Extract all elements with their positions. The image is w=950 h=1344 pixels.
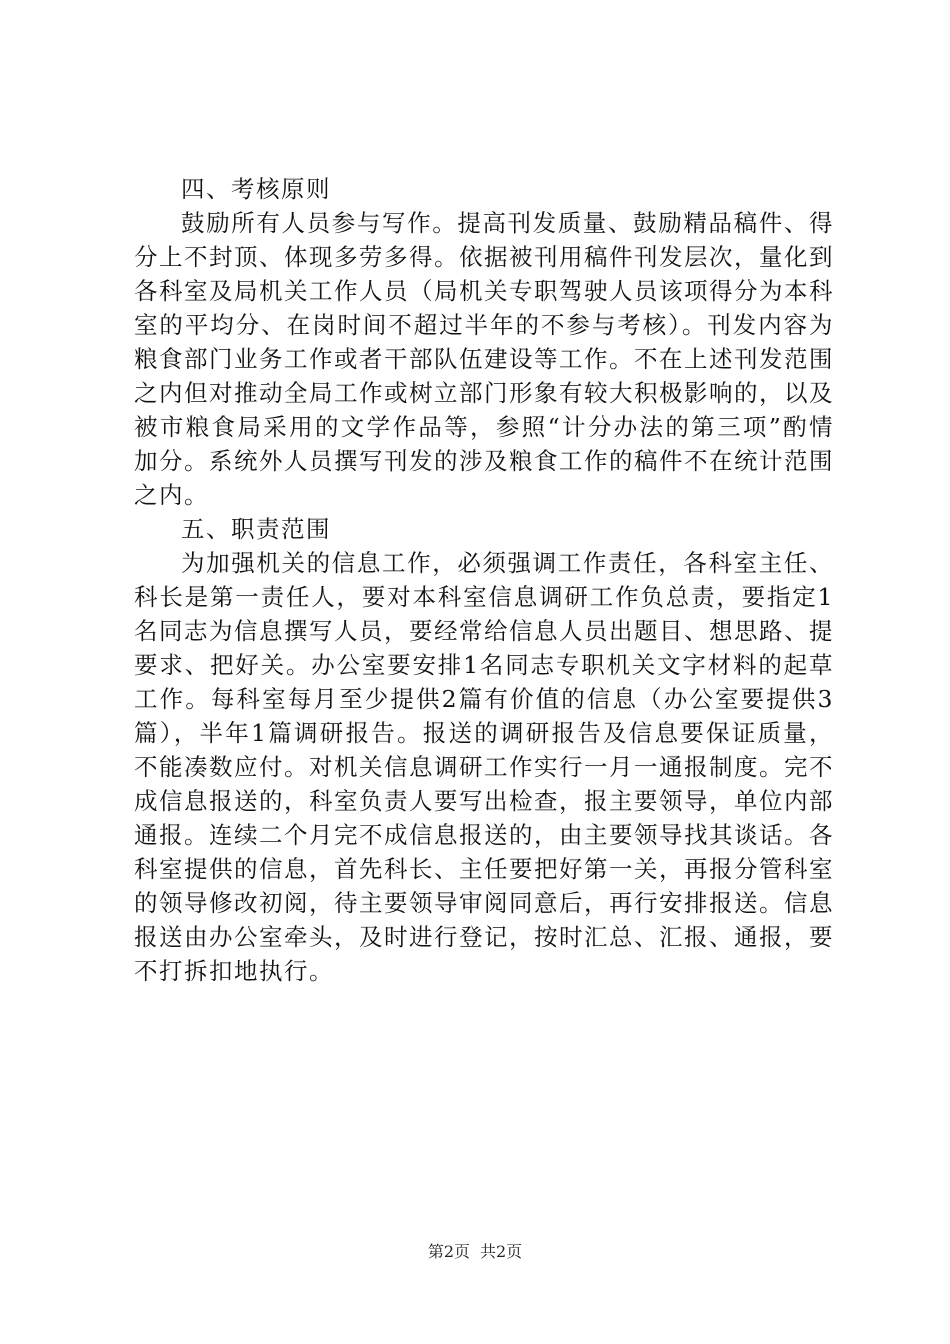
document-body [134,172,834,988]
section-heading-assessment-principles: 四、考核原则 [181,175,331,203]
section-paragraph-responsibilities: 为加强机关的信息工作，必须强调工作责任，各科室主任、科长是第一责任人，要对本科室信息调研工作负总责，要指定1名同志为信息撰写人员，要经常给信息人员出题目、想思路、提要求、把好关。办公室要安排1名同志专职机关文字材料的起草工作。每科室每月至少提供2篇有价值的信息（办公室要提供3篇），半年1篇调研报告。报送的调研报告及信息要保证质量，不能凑数应付。对机关信息调研工作实行一月一通报制度。完不成信息报送的，科室负责人要写出检查，报主要领导，单位内部通报。连续二个月完不成信息报送的，由主要领导找其谈话。各科室提供的信息，首先科长、主任要把好第一关，再报分管科室的领导修改初阅，待主要领导审阅同意后，再行安排报送。信息报送由办公室牵头，及时进行登记，按时汇总、汇报、通报，要不打拆扣地执行。 [134,549,834,985]
section-paragraph-assessment-principles: 鼓励所有人员参与写作。提高刊发质量、鼓励精品稿件、得分上不封顶、体现多劳多得。依据被刊用稿件刊发层次，量化到各科室及局机关工作人员（局机关专职驾驶人员该项得分为本科室的平均分、在岗时间不超过半年的不参与考核）。刊发内容为粮食部门业务工作或者干部队伍建设等工作。不在上述刊发范围之内但对推动全局工作或树立部门形象有较大积极影响的，以及被市粮食局采用的文学作品等，参照“计分办法的第三项”酌情加分。系统外人员撰写刊发的涉及粮食工作的稿件不在统计范围之内。 [134,209,834,509]
page-number: 第2页 [427,1242,470,1261]
page-footer [0,1242,950,1262]
page-total: 共2页 [480,1242,523,1261]
section-heading-responsibilities: 五、职责范围 [181,515,331,543]
